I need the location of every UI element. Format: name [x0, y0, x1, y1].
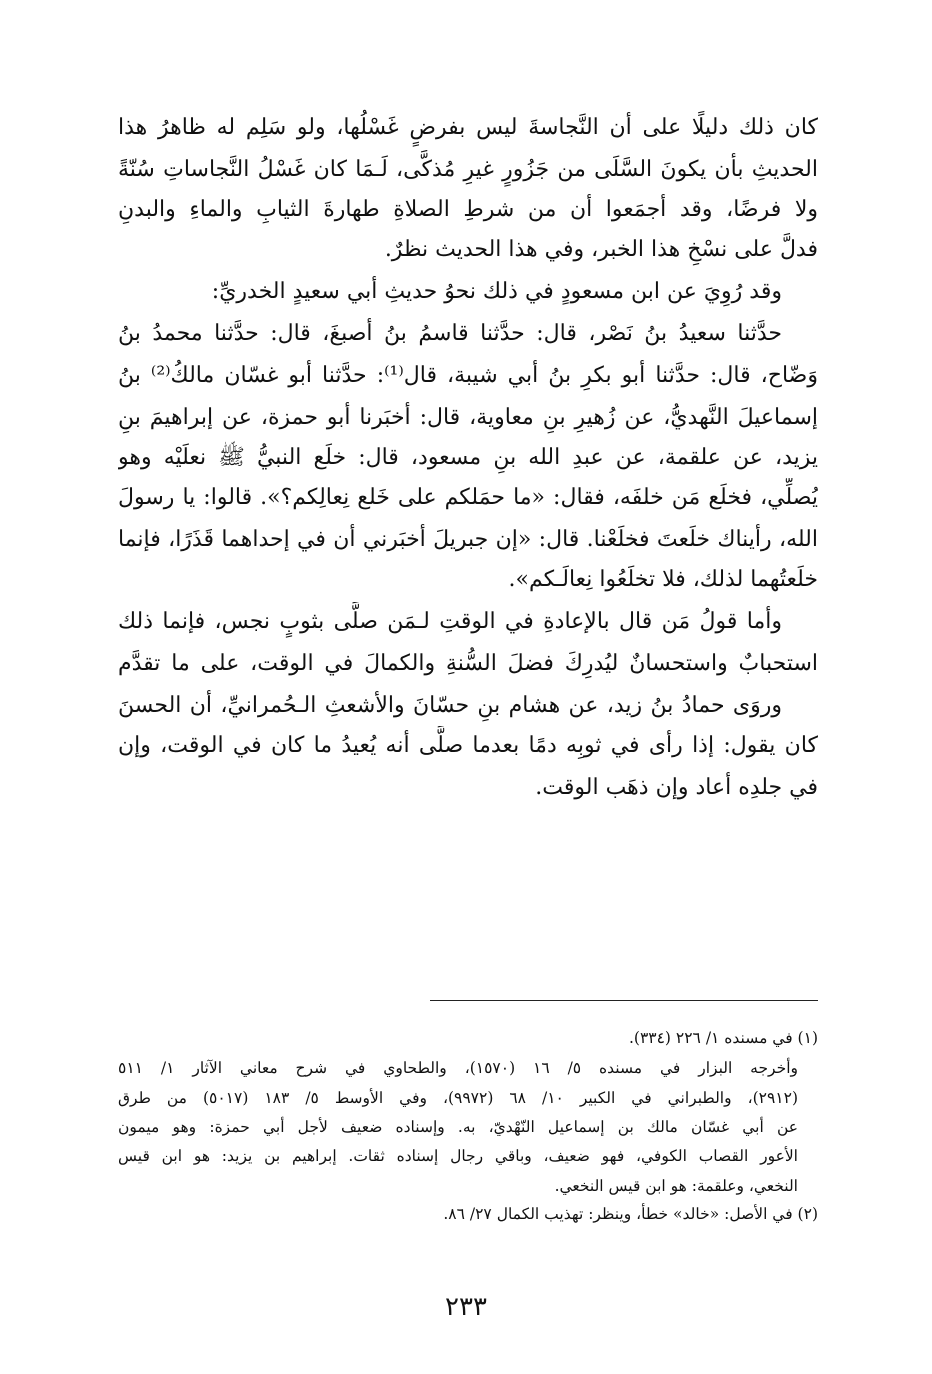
body-line: استحبابٌ واستحسانٌ ليُدرِكَ فضلَ السُّنةِ والكمالَ في الوقت، على ما تقدَّم	[118, 651, 818, 676]
footnote-line: (٢) في الأصل: «خالد» خطأ، وينظر: تهذيب الكمال ٢٧/ ٨٦.	[443, 1205, 818, 1223]
footnote-separator	[430, 1000, 818, 1001]
footnote-line: الأعور القصاب الكوفي، فهو ضعيف، وباقي رجال إسناده ثقات. إبراهيم بن يزيد: هو ابن قيس	[118, 1147, 798, 1165]
footnote-line: عن أبي غسّان مالك بن إسماعيل النّهْديّ، به. وإسناده ضعيف لأجل أبي حمزة: وهو ميمون	[118, 1118, 798, 1136]
body-line: فدلَّ على نسْخِ هذا الخبر، وفي هذا الحديث نظرٌ.	[384, 237, 818, 262]
body-line: كان ذلك دليلًا على أن النَّجاسةَ ليس بفرضٍ غَسْلُها، ولو سَلِم له ظاهرُ هذا	[118, 115, 818, 140]
body-line: وَضّاح، قال: حدَّثنا أبو بكرِ بنُ أبي شيبة، قال⁽¹⁾: حدَّثنا أبو غسّان مالكُ⁽²⁾ بنُ	[118, 363, 818, 388]
body-line: وقد رُوِيَ عن ابن مسعودٍ في ذلك نحوُ حديثِ أبي سعيدٍ الخدريِّ:	[211, 279, 782, 304]
body-line: كان يقول: إذا رأى في ثوبِه دمًا بعدما صلَّى أنه يُعيدُ ما كان في الوقت، وإن	[118, 733, 818, 758]
body-line: إسماعيلَ النَّهديُّ، عن زُهيرِ بنِ معاوية، قال: أخبَرنا أبو حمزة، عن إبراهيمَ بنِ	[118, 405, 818, 430]
footnote-line: (١) في مسنده ١/ ٢٢٦ (٣٣٤).	[628, 1029, 818, 1047]
body-line: وروَى حمادُ بنُ زيد، عن هشام بنِ حسّانَ والأشعثِ الـحُمرانيِّ، أن الحسنَ	[118, 693, 782, 718]
body-line: يُصلِّي، فخلَع مَن خلفَه، فقال: «ما حمَلكم على خَلع نِعالِكم؟». قالوا: يا رسولَ	[118, 485, 818, 510]
body-line: يزيد، عن علقمة، عن عبدِ الله بنِ مسعود، قال: خلَع النبيُّ ﷺ نعلَيْه وهو	[118, 445, 818, 470]
body-line: حدَّثنا سعيدُ بنُ نَصْر، قال: حدَّثنا قاسمُ بنُ أصبغَ، قال: حدَّثنا محمدُ بنُ	[118, 321, 782, 346]
body-line: وأما قولُ مَن قال بالإعادةِ في الوقتِ لـمَن صلَّى بثوبٍ نجس، فإنما ذلك	[118, 609, 782, 634]
body-line: في جلدِه أعاد وإن ذهَب الوقت.	[535, 775, 818, 800]
body-line: الحديثِ بأن يكونَ السَّلَى من جَزُورٍ غيرِ مُذكًّى، لَـمَا كان غَسْلُ النَّجاساتِ سُنّةً	[118, 157, 818, 182]
page-number: ٢٣٣	[445, 1292, 487, 1322]
footnote-line: (٢٩١٢)، والطبراني في الكبير ١٠/ ٦٨ (٩٩٧٢)، وفي الأوسط ٥/ ١٨٣ (٥٠١٧) من طرق	[118, 1089, 798, 1107]
body-line: ولا فرضًا، وقد أجمَعوا أن من شرطِ الصلاةِ طهارةَ الثيابِ والماءِ والبدنِ	[118, 197, 818, 222]
body-line: خلَعتُهما لذلك، فلا تخلَعُوا نِعالَـكم».	[508, 567, 818, 592]
footnote-line: النخعي، وعلقمة: هو ابن قيس النخعي.	[554, 1177, 798, 1195]
body-line: الله، رأيناك خلَعتَ فخلَعْنا. قال: «إن جبريلَ أخبَرني أن في إحداهما قَذَرًا، فإنما	[118, 527, 818, 552]
footnote-line: وأخرجه البزار في مسنده ٥/ ١٦ (١٥٧٠)، والطحاوي في شرح معاني الآثار ١/ ٥١١	[118, 1059, 798, 1077]
